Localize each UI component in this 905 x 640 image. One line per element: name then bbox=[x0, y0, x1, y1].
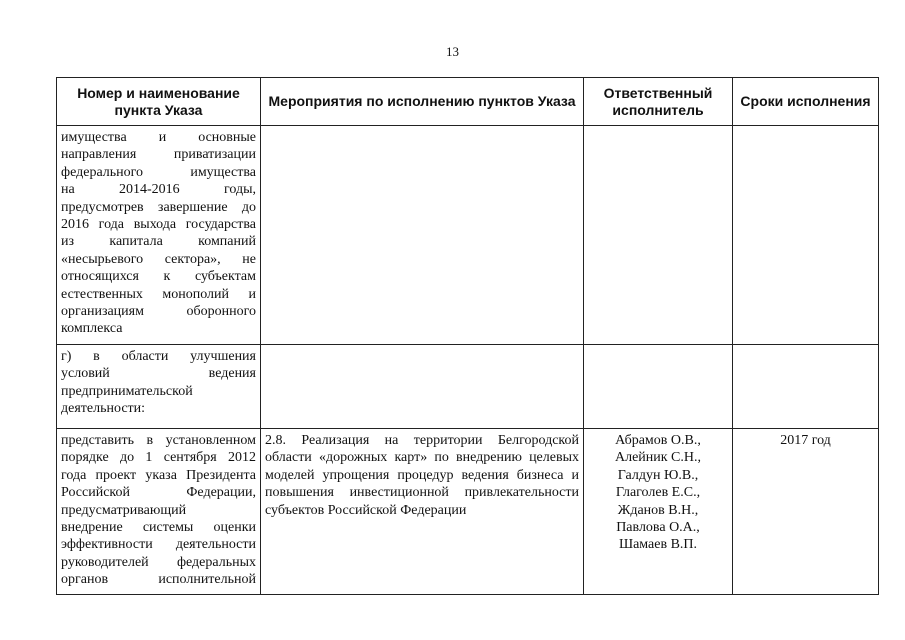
responsible-person: Шамаев В.П. bbox=[618, 537, 698, 553]
responsible-cell bbox=[584, 345, 733, 429]
decree-item-cell bbox=[57, 126, 261, 345]
responsible-list bbox=[588, 432, 728, 554]
deadline-cell bbox=[733, 126, 879, 345]
measure-cell bbox=[261, 126, 584, 345]
decree-item-text: имущества и основные направления приватизации федерального имущества на 2014-2016 годы, предусмотрев завершение до 2016 года выхода государства из капитала компаний «несырьевого сектора», не относящихся к субъектам естественных монополий и организациям оборонного комплекса bbox=[61, 130, 256, 337]
deadline-cell: 2017 год bbox=[733, 429, 879, 595]
responsible-cell bbox=[584, 429, 733, 595]
header-responsible: Ответственный исполнитель bbox=[584, 78, 733, 126]
responsible-person: Глаголев Е.С., bbox=[615, 485, 701, 501]
table-row bbox=[57, 126, 879, 345]
measure-cell: 2.8. Реализация на территории Белгородской области «дорожных карт» по внедрению целевых моделей упрощения процедур ведения бизнеса и повышения инвестиционной привлекательности субъектов Российской Федерации bbox=[261, 429, 584, 595]
measure-cell bbox=[261, 345, 584, 429]
decree-implementation-table bbox=[56, 77, 879, 595]
decree-item-cell bbox=[57, 345, 261, 429]
responsible-person: Алейник С.Н., bbox=[614, 450, 702, 466]
decree-item-text: г) в области улучшения условий ведения предпринимательской деятельности: bbox=[61, 349, 256, 417]
responsible-person: Жданов В.Н., bbox=[617, 502, 699, 518]
responsible-person: Павлова О.А., bbox=[616, 520, 700, 536]
header-measures: Мероприятия по исполнению пунктов Указа bbox=[261, 78, 584, 126]
page-number: 13 bbox=[446, 44, 459, 59]
deadline-cell bbox=[733, 345, 879, 429]
responsible-person: Галдун Ю.В., bbox=[617, 467, 699, 483]
table-header-row bbox=[57, 78, 879, 126]
responsible-person: Абрамов О.В., bbox=[615, 433, 701, 448]
decree-item-cell bbox=[57, 429, 261, 595]
header-decree-item: Номер и наименование пункта Указа bbox=[57, 78, 261, 126]
table-row bbox=[57, 345, 879, 429]
responsible-cell bbox=[584, 126, 733, 345]
table-row bbox=[57, 429, 879, 595]
decree-item-text: представить в установленном порядке до 1 сентября 2012 года проект указа Президента Российской Федерации, предусматривающий внедрение системы оценки эффективности деятельности руководителей федеральных органов исполнительной bbox=[61, 433, 256, 588]
header-deadline: Сроки исполнения bbox=[733, 78, 879, 126]
